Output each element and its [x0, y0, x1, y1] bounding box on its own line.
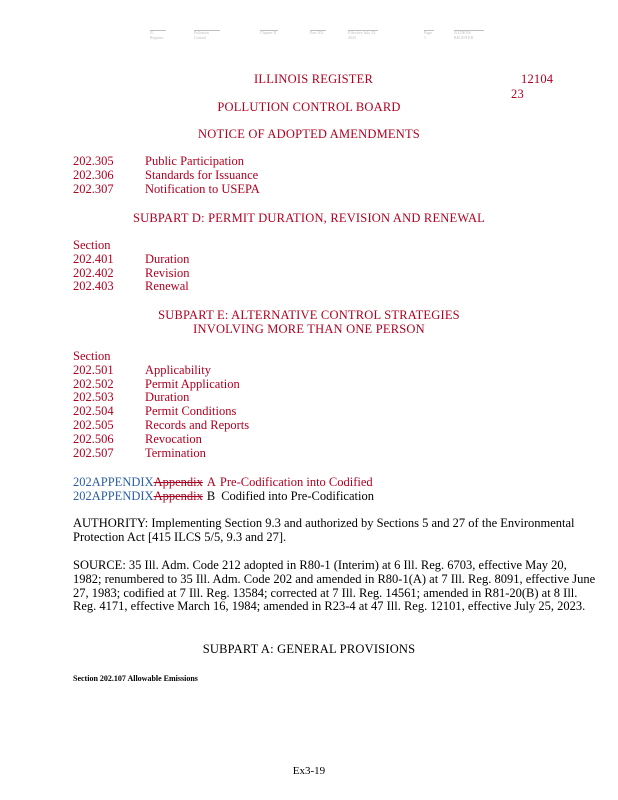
appendix-item [73, 476, 374, 490]
appendix-inserted-label: APPENDIX [91, 475, 154, 489]
subpart-a-heading: SUBPART A: GENERAL PROVISIONS [202, 642, 416, 656]
section-number: 202.401 [73, 251, 114, 266]
list-item [73, 433, 249, 447]
section-title: Permit Conditions [145, 404, 237, 419]
section-title: Public Participation [145, 154, 244, 168]
appendix-item [73, 490, 374, 504]
section-title: Permit Application [145, 376, 240, 391]
subpart-d-heading: SUBPART D: PERMIT DURATION, REVISION AND RENEWAL [132, 211, 486, 225]
appendix-prefix: 202 [73, 475, 92, 489]
notice-title: NOTICE OF ADOPTED AMENDMENTS [198, 127, 420, 141]
list-item [73, 419, 249, 433]
section-label: Section [73, 349, 111, 363]
subpart-e-heading-line1: SUBPART E: ALTERNATIVE CONTROL STRATEGIES [158, 308, 460, 322]
section-number: 202.501 [73, 362, 114, 377]
section-number: 202.403 [73, 279, 114, 294]
header-strip-item: IL Register [150, 30, 166, 31]
agency-name: POLLUTION CONTROL BOARD [217, 100, 401, 114]
section-title: Renewal [145, 279, 189, 294]
list-item [73, 378, 249, 392]
section-heading: Section 202.107 Allowable Emissions [73, 674, 198, 683]
list-item [73, 169, 260, 183]
subpart-c-list [73, 155, 260, 196]
subpart-e-heading-line2: INVOLVING MORE THAN ONE PERSON [193, 322, 425, 336]
section-title: Duration [145, 251, 190, 266]
section-title: Records and Reports [145, 417, 250, 432]
authority-paragraph: AUTHORITY: Implementing Section 9.3 and authorized by Sections 5 and 27 of the Environmental Protection Act [415 ILCS 5/5, 9.3 and 27]. [73, 516, 575, 544]
header-strip-item: Part 202 [310, 30, 326, 31]
section-number: 202.402 [73, 265, 114, 280]
source-paragraph: SOURCE: 35 Ill. Adm. Code 212 adopted in R80-1 (Interim) at 6 Ill. Reg. 6703, effective May 20, 1982; renumbered to 35 Ill. Adm. Code 202 and amended in R80-1(A) at 7 Ill. Reg. 8091, effective June 27, 1983; codified at 7 Ill. Reg. 13584; corrected at 7 Ill. Reg. 14561; amended in R81-20(B) at 8 Ill. Reg. 4171, effective March 16, 1984; amended in R23-4 at 47 Ill. Reg. 12101, effective July 25, 2023. [73, 558, 596, 614]
header-strip [150, 30, 490, 40]
register-title: ILLINOIS REGISTER [254, 72, 374, 86]
appendix-deleted-label: Appendix [153, 488, 203, 503]
register-page-number: 12104 [521, 72, 554, 86]
section-title: Standards for Issuance [145, 167, 259, 182]
header-strip-item: Effective July 25, 2023 [348, 30, 377, 40]
list-item [73, 280, 189, 294]
section-number: 202.507 [73, 445, 114, 460]
header-strip-item: Pollution Control [194, 30, 220, 31]
subpart-d-list [73, 239, 189, 294]
page-footer: Ex3-19 [292, 765, 326, 777]
section-number: 202.504 [73, 404, 114, 419]
appendix-letter: A [206, 475, 216, 489]
section-number: 202.306 [73, 167, 114, 182]
header-strip-item: ILLINOIS REGISTER [454, 30, 484, 31]
section-number: 202.305 [73, 154, 114, 168]
section-title: Revision [145, 265, 190, 280]
list-item [73, 155, 260, 169]
section-number: 202.506 [73, 431, 114, 446]
appendix-prefix: 202 [73, 488, 92, 503]
appendix-inserted-label: APPENDIX [91, 488, 154, 503]
list-item [73, 183, 260, 197]
appendix-title: Codified into Pre-Codification [221, 488, 374, 503]
list-item [73, 253, 189, 267]
list-item [73, 391, 249, 405]
appendix-letter: B [206, 488, 216, 503]
register-subpage-number: 23 [511, 87, 524, 101]
section-label: Section [73, 238, 111, 252]
list-item [73, 364, 249, 378]
list-item [73, 447, 249, 461]
section-number: 202.307 [73, 181, 114, 196]
appendix-deleted-label: Appendix [153, 475, 203, 489]
section-title: Duration [145, 390, 190, 405]
section-number: 202.502 [73, 376, 114, 391]
section-title: Applicability [145, 362, 211, 377]
section-number: 202.503 [73, 390, 114, 405]
section-title: Notification to USEPA [145, 181, 260, 196]
header-strip-item: Page 1 [424, 30, 434, 31]
appendix-list [73, 476, 374, 504]
list-item [73, 267, 189, 281]
subpart-e-list [73, 350, 249, 460]
section-title: Termination [145, 445, 206, 460]
header-strip-item: Chapter II [260, 30, 277, 35]
section-title: Revocation [145, 431, 202, 446]
list-item [73, 405, 249, 419]
section-number: 202.505 [73, 417, 114, 432]
appendix-title: Pre-Codification into Codified [219, 475, 373, 489]
